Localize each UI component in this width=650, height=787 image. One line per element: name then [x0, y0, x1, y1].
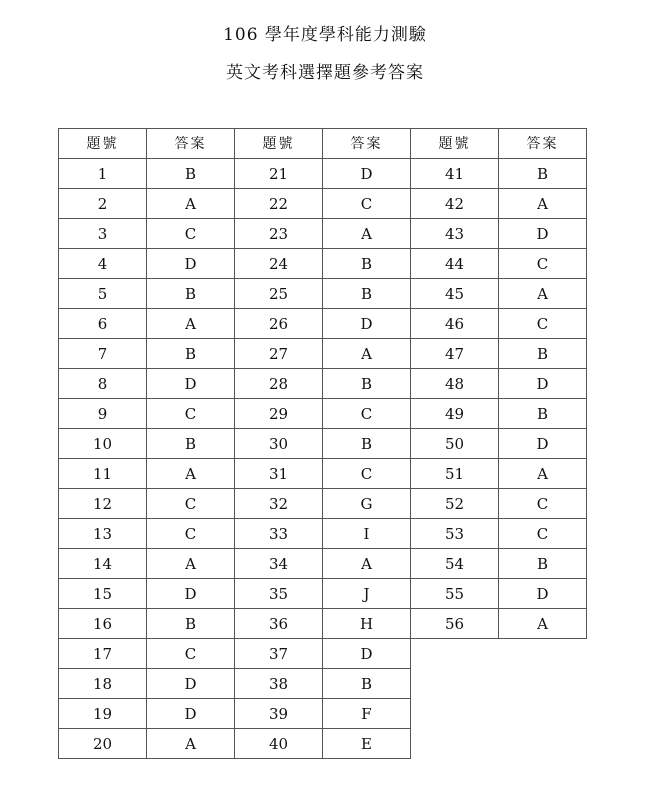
question-number: 16	[58, 608, 147, 639]
answer-value: B	[146, 158, 235, 189]
question-number: 6	[58, 308, 147, 339]
answer-value: J	[322, 578, 411, 609]
answer-value: C	[146, 638, 235, 669]
question-number: 13	[58, 518, 147, 549]
answer-value: B	[146, 278, 235, 309]
answer-value: D	[146, 668, 235, 699]
question-number: 2	[58, 188, 147, 219]
question-number: 39	[234, 698, 323, 729]
answer-value: C	[498, 518, 587, 549]
question-number: 55	[410, 578, 499, 609]
answer-value: G	[322, 488, 411, 519]
answer-value: B	[498, 338, 587, 369]
answer-value: B	[322, 278, 411, 309]
question-number: 34	[234, 548, 323, 579]
question-number: 15	[58, 578, 147, 609]
answer-value: D	[498, 368, 587, 399]
question-number: 29	[234, 398, 323, 429]
question-number: 20	[58, 728, 147, 759]
answer-value: B	[146, 428, 235, 459]
header-question-number: 題號	[234, 128, 323, 159]
page-subtitle: 英文考科選擇題參考答案	[226, 63, 424, 83]
answer-value: B	[498, 158, 587, 189]
answer-value: D	[146, 578, 235, 609]
question-number: 49	[410, 398, 499, 429]
answer-value: C	[146, 398, 235, 429]
question-number: 28	[234, 368, 323, 399]
question-number: 37	[234, 638, 323, 669]
answer-value: C	[322, 398, 411, 429]
question-number: 19	[58, 698, 147, 729]
header-answer: 答案	[498, 128, 587, 159]
question-number: 56	[410, 608, 499, 639]
question-number: 47	[410, 338, 499, 369]
answer-value: D	[146, 698, 235, 729]
question-number: 24	[234, 248, 323, 279]
question-number: 22	[234, 188, 323, 219]
answer-value: A	[322, 218, 411, 249]
answer-value: B	[322, 668, 411, 699]
answer-value: A	[498, 188, 587, 219]
question-number: 30	[234, 428, 323, 459]
question-number: 14	[58, 548, 147, 579]
question-number: 3	[58, 218, 147, 249]
answer-value: C	[322, 458, 411, 489]
answer-value: C	[146, 518, 235, 549]
answer-value: C	[146, 218, 235, 249]
answer-value: D	[498, 218, 587, 249]
question-number: 8	[58, 368, 147, 399]
question-number: 33	[234, 518, 323, 549]
answer-value: D	[322, 158, 411, 189]
answer-value: H	[322, 608, 411, 639]
question-number: 9	[58, 398, 147, 429]
header-answer: 答案	[146, 128, 235, 159]
answer-value: D	[146, 368, 235, 399]
question-number: 40	[234, 728, 323, 759]
question-number: 36	[234, 608, 323, 639]
answer-value: B	[146, 608, 235, 639]
question-number: 7	[58, 338, 147, 369]
answer-value: D	[322, 638, 411, 669]
question-number: 25	[234, 278, 323, 309]
answer-value: C	[498, 488, 587, 519]
answer-value: C	[498, 308, 587, 339]
answer-value: A	[146, 188, 235, 219]
answer-value: A	[322, 338, 411, 369]
answer-value: I	[322, 518, 411, 549]
page-title: 106 學年度學科能力測驗	[223, 25, 427, 45]
question-number: 54	[410, 548, 499, 579]
question-number: 44	[410, 248, 499, 279]
question-number: 31	[234, 458, 323, 489]
question-number: 41	[410, 158, 499, 189]
question-number: 27	[234, 338, 323, 369]
question-number: 12	[58, 488, 147, 519]
question-number: 48	[410, 368, 499, 399]
question-number: 42	[410, 188, 499, 219]
answer-value: A	[146, 728, 235, 759]
question-number: 10	[58, 428, 147, 459]
answer-value: B	[322, 248, 411, 279]
answer-value: D	[146, 248, 235, 279]
question-number: 50	[410, 428, 499, 459]
question-number: 46	[410, 308, 499, 339]
question-number: 1	[58, 158, 147, 189]
answer-value: A	[322, 548, 411, 579]
answer-value: C	[498, 248, 587, 279]
answer-value: A	[498, 458, 587, 489]
question-number: 53	[410, 518, 499, 549]
question-number: 35	[234, 578, 323, 609]
answer-value: A	[146, 308, 235, 339]
answer-value: D	[498, 578, 587, 609]
question-number: 18	[58, 668, 147, 699]
question-number: 5	[58, 278, 147, 309]
answer-value: E	[322, 728, 411, 759]
header-answer: 答案	[322, 128, 411, 159]
header-question-number: 題號	[410, 128, 499, 159]
answer-value: B	[146, 338, 235, 369]
answer-value: B	[322, 368, 411, 399]
answer-value: D	[498, 428, 587, 459]
question-number: 43	[410, 218, 499, 249]
answer-value: A	[498, 278, 587, 309]
answer-value: A	[146, 548, 235, 579]
answer-value: F	[322, 698, 411, 729]
answer-value: A	[146, 458, 235, 489]
question-number: 17	[58, 638, 147, 669]
answer-value: A	[498, 608, 587, 639]
question-number: 4	[58, 248, 147, 279]
header-question-number: 題號	[58, 128, 147, 159]
answer-value: B	[322, 428, 411, 459]
question-number: 23	[234, 218, 323, 249]
answer-value: C	[322, 188, 411, 219]
answer-value: C	[146, 488, 235, 519]
answer-value: B	[498, 398, 587, 429]
question-number: 32	[234, 488, 323, 519]
answer-value: D	[322, 308, 411, 339]
question-number: 52	[410, 488, 499, 519]
question-number: 38	[234, 668, 323, 699]
question-number: 11	[58, 458, 147, 489]
question-number: 51	[410, 458, 499, 489]
answer-value: B	[498, 548, 587, 579]
question-number: 21	[234, 158, 323, 189]
question-number: 26	[234, 308, 323, 339]
question-number: 45	[410, 278, 499, 309]
